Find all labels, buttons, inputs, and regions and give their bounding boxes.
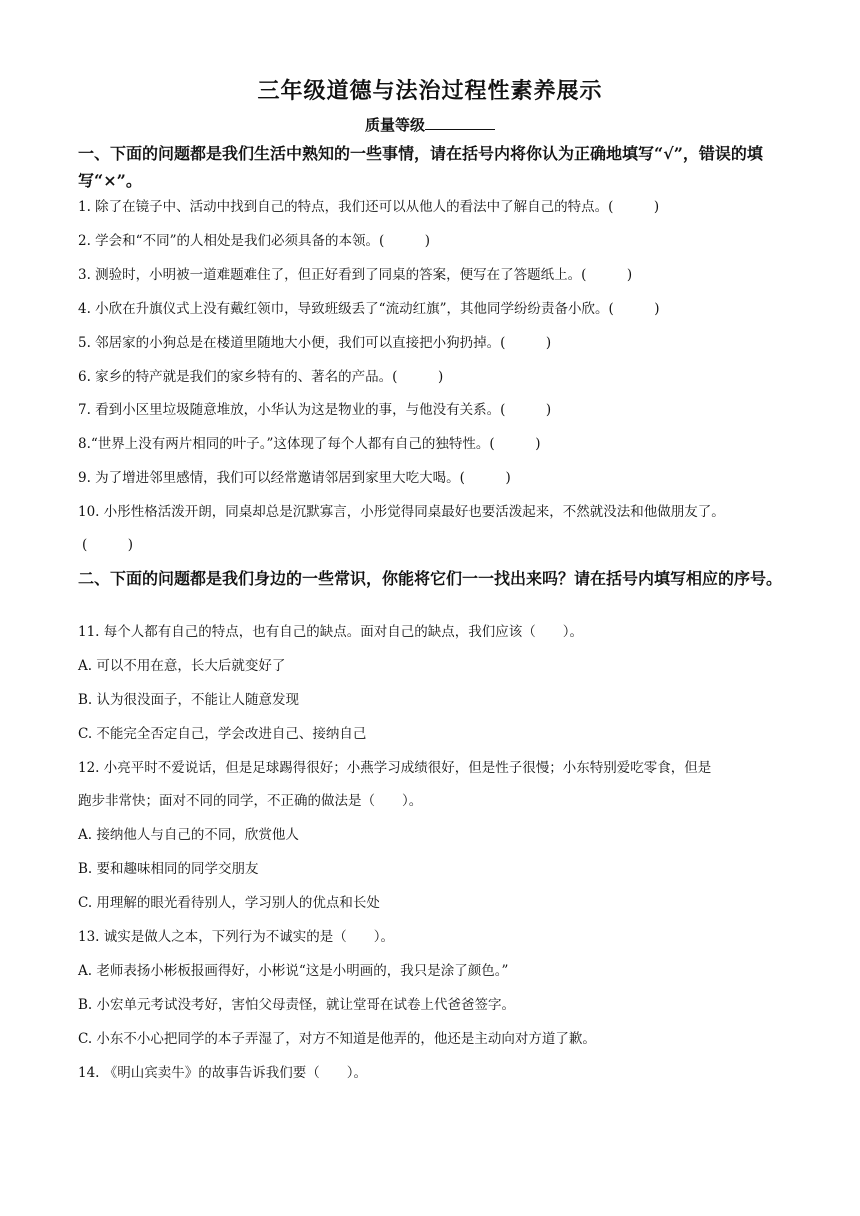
- question-13-option-c: C. 小东不小心把同学的本子弄湿了，对方不知道是他弄的，他还是主动向对方道了歉。: [78, 1031, 596, 1047]
- question-14: 14. 《明山宾卖牛》的故事告诉我们要（ ）。: [78, 1065, 368, 1081]
- question-11-option-c: C. 不能完全否定自己，学会改进自己、接纳自己: [78, 726, 367, 742]
- question-11: 11. 每个人都有自己的特点，也有自己的缺点。面对自己的缺点，我们应该（ ）。: [78, 624, 584, 640]
- question-12-line-1: 12. 小亮平时不爱说话，但是足球踢得很好；小燕学习成绩很好，但是性子很慢；小东特别爱吃零食，但是: [78, 760, 712, 776]
- quality-grade: [0, 114, 860, 135]
- question-11-option-b: B. 认为很没面子，不能让人随意发现: [78, 692, 300, 708]
- section-2-heading: 二、下面的问题都是我们身边的一些常识，你能将它们一一找出来吗？请在括号内填写相应的序号。: [78, 569, 783, 588]
- question-1: 1. 除了在镜子中、活动中找到自己的特点，我们还可以从他人的看法中了解自己的特点。( ): [78, 199, 660, 215]
- question-12-option-b: B. 要和趣味相同的同学交朋友: [78, 861, 259, 877]
- question-4: 4. 小欣在升旗仪式上没有戴红领巾，导致班级丢了“流动红旗”，其他同学纷纷责备小欣。( ): [78, 301, 660, 317]
- question-13: 13. 诚实是做人之本，下列行为不诚实的是（ ）。: [78, 929, 395, 945]
- question-3: 3. 测验时，小明被一道难题难住了，但正好看到了同桌的答案，便写在了答题纸上。( ): [78, 267, 633, 283]
- question-2: 2. 学会和“不同”的人相处是我们必须具备的本领。( ): [78, 233, 431, 249]
- question-9: 9. 为了增进邻里感情，我们可以经常邀请邻居到家里大吃大喝。( ): [78, 470, 511, 486]
- question-6: 6. 家乡的特产就是我们的家乡特有的、著名的产品。( ): [78, 369, 444, 385]
- question-10: 10. 小彤性格活泼开朗，同桌却总是沉默寡言，小彤觉得同桌最好也要活泼起来，不然就没法和他做朋友了。: [78, 504, 725, 520]
- question-5: 5. 邻居家的小狗总是在楼道里随地大小便，我们可以直接把小狗扔掉。( ): [78, 335, 552, 351]
- question-13-option-b: B. 小宏单元考试没考好，害怕父母责怪，就让堂哥在试卷上代爸爸签字。: [78, 997, 516, 1013]
- question-12-option-a: A. 接纳他人与自己的不同，欣赏他人: [78, 827, 299, 843]
- question-12-line-2: 跑步非常快；面对不同的同学，不正确的做法是（ ）。: [78, 793, 423, 809]
- question-7: 7. 看到小区里垃圾随意堆放，小华认为这是物业的事，与他没有关系。( ): [78, 402, 552, 418]
- question-11-option-a: A. 可以不用在意，长大后就变好了: [78, 658, 286, 674]
- quality-grade-blank[interactable]: [425, 115, 495, 130]
- page-title: 三年级道德与法治过程性素养展示: [257, 78, 603, 104]
- question-8: 8.“世界上没有两片相同的叶子。”这体现了每个人都有自己的独特性。( ): [78, 436, 541, 452]
- quality-grade-label: 质量等级: [364, 116, 425, 134]
- question-10-answer-paren: ( ): [82, 537, 134, 553]
- question-13-option-a: A. 老师表扬小彬板报画得好，小彬说“这是小明画的，我只是涂了颜色。”: [78, 963, 509, 979]
- section-1-heading: 一、下面的问题都是我们生活中熟知的一些事情，请在括号内将你认为正确地填写“√”，错误的填写“×”。: [78, 144, 763, 190]
- question-12-option-c: C. 用理解的眼光看待别人，学习别人的优点和长处: [78, 895, 380, 911]
